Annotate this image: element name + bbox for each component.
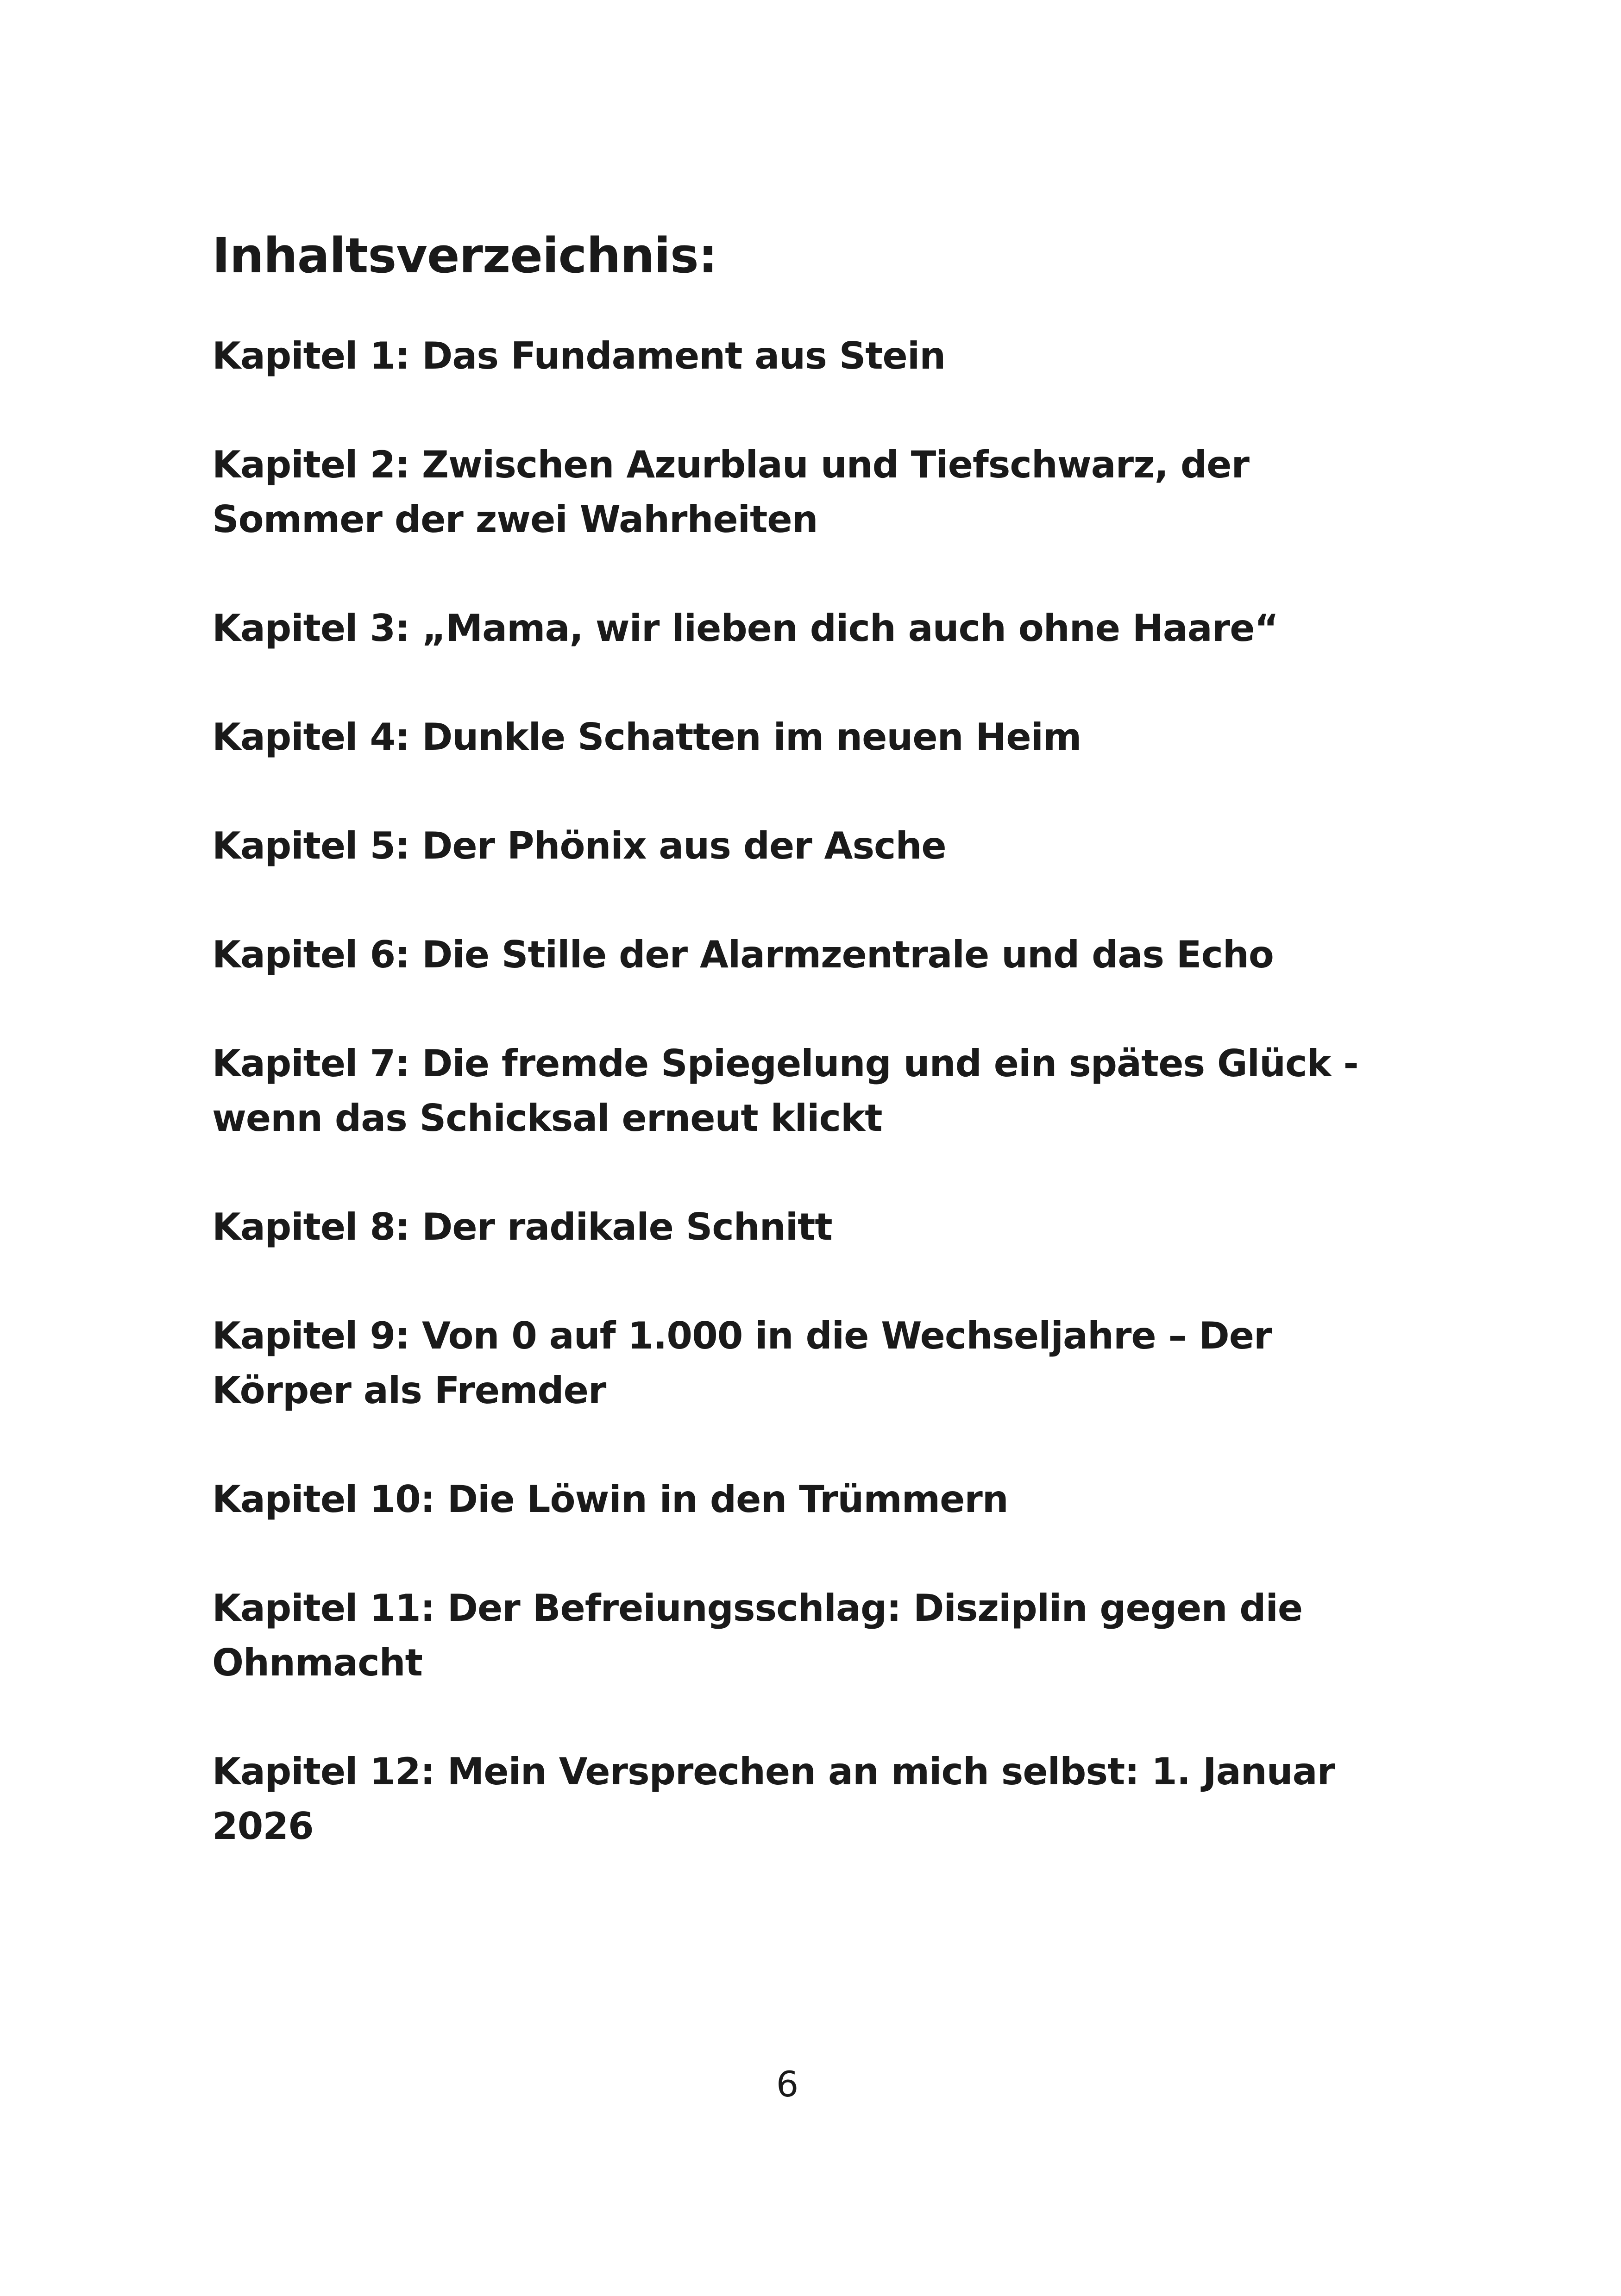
toc-entry-chapter-1: Kapitel 1: Das Fundament aus Stein	[212, 334, 946, 377]
toc-heading: Inhaltsverzeichnis:	[212, 227, 717, 284]
toc-entry-chapter-12: Kapitel 12: Mein Versprechen an mich selbst: 1. Januar 2026	[212, 1750, 1335, 1848]
toc-entry-chapter-7: Kapitel 7: Die fremde Spiegelung und ein spätes Glück - wenn das Schicksal erneut klickt	[212, 1041, 1358, 1140]
toc-list	[212, 329, 1416, 1854]
toc-entry-chapter-9: Kapitel 9: Von 0 auf 1.000 in die Wechseljahre – Der Körper als Fremder	[212, 1314, 1272, 1412]
toc-entry-chapter-4: Kapitel 4: Dunkle Schatten im neuen Heim	[212, 715, 1081, 759]
toc-entry-chapter-2: Kapitel 2: Zwischen Azurblau und Tiefschwarz, der Sommer der zwei Wahrheiten	[212, 443, 1249, 541]
toc-entry-chapter-5: Kapitel 5: Der Phönix aus der Asche	[212, 824, 946, 867]
toc-entry-chapter-11: Kapitel 11: Der Befreiungsschlag: Disziplin gegen die Ohnmacht	[212, 1586, 1303, 1684]
page-number: 6	[776, 2064, 799, 2105]
toc-entry-chapter-10: Kapitel 10: Die Löwin in den Trümmern	[212, 1477, 1008, 1521]
toc-section	[212, 227, 1416, 1854]
toc-entry-chapter-8: Kapitel 8: Der radikale Schnitt	[212, 1205, 832, 1248]
toc-entry-chapter-6: Kapitel 6: Die Stille der Alarmzentrale und das Echo	[212, 933, 1274, 976]
toc-entry-chapter-3: Kapitel 3: „Mama, wir lieben dich auch ohne Haare“	[212, 606, 1279, 650]
